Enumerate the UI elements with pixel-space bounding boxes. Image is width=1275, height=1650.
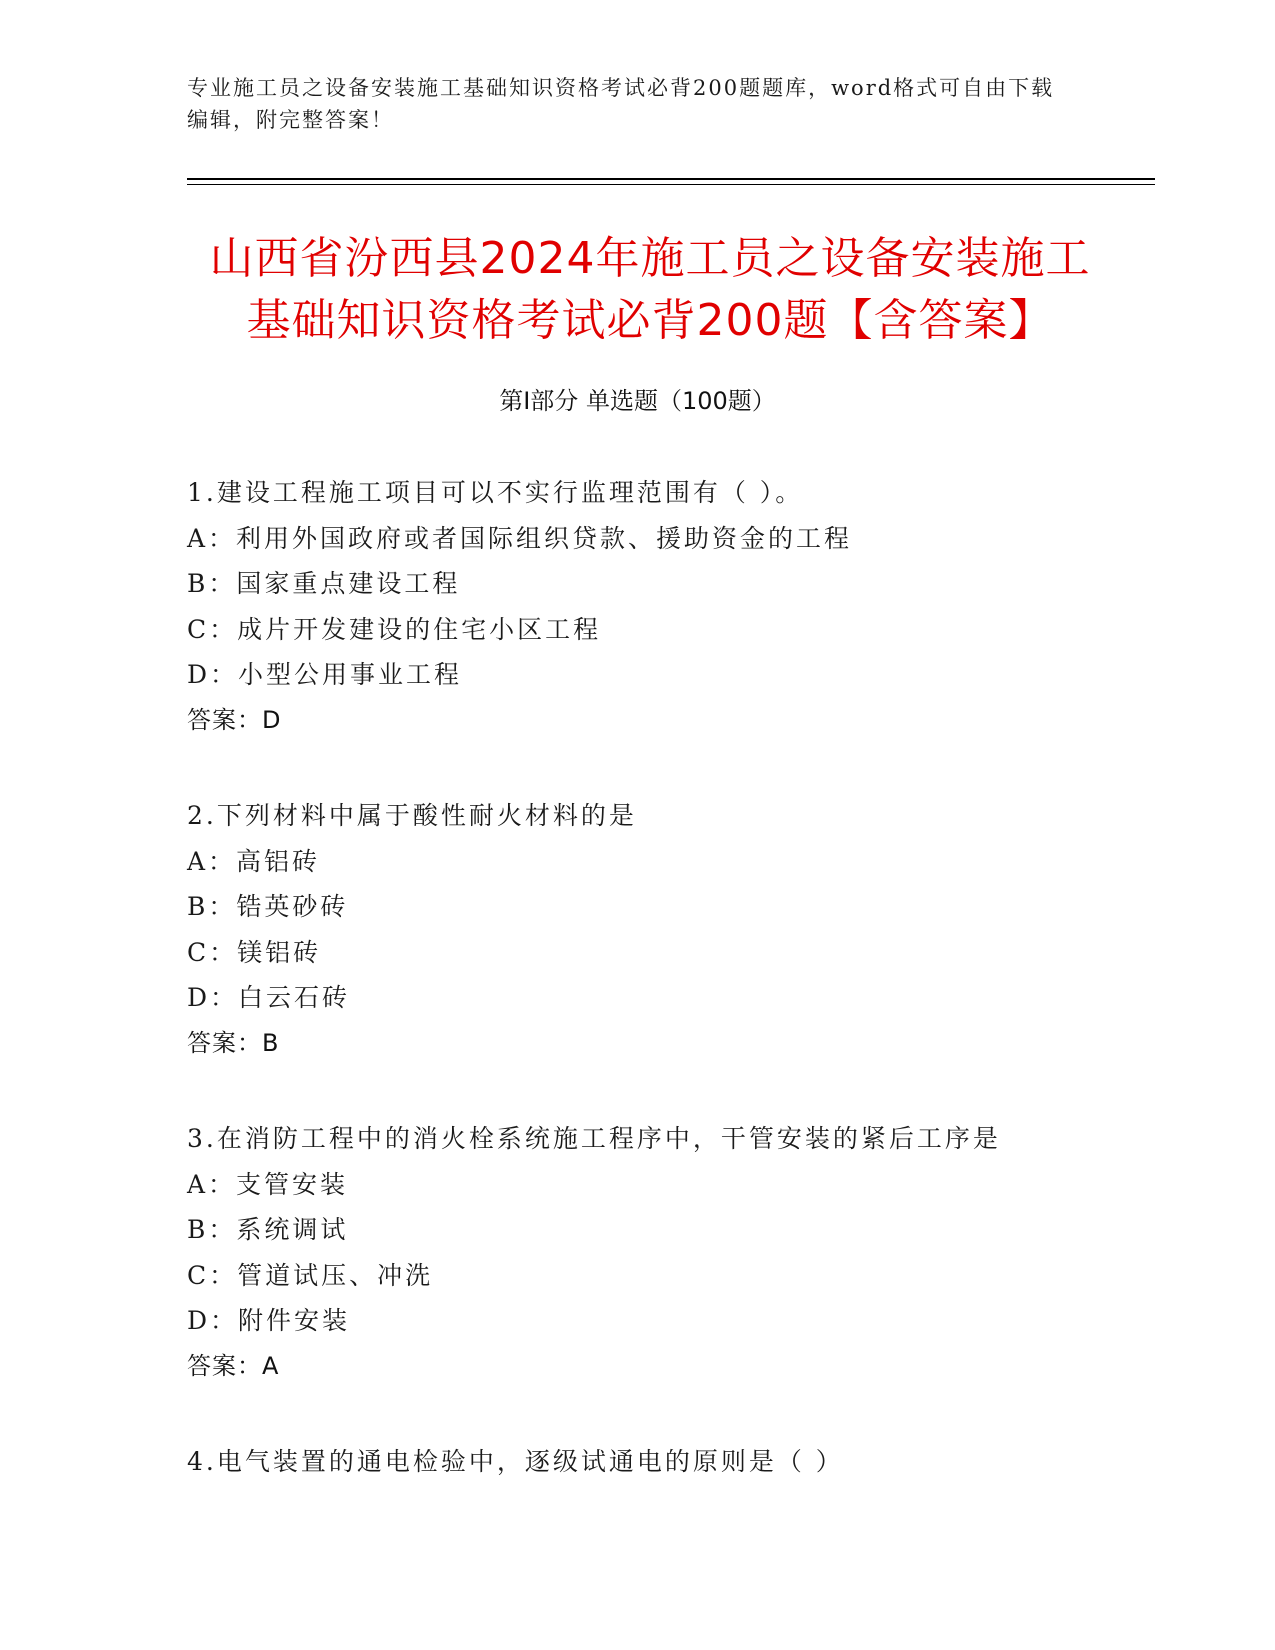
header-rule-thick — [187, 178, 1155, 180]
option-a: A：利用外国政府或者国际组织贷款、援助资金的工程 — [187, 523, 853, 553]
answer-line: 答案：D — [187, 705, 282, 734]
question-stem: 1.建设工程施工项目可以不实行监理范围有（ ）。 — [187, 478, 804, 507]
question-stem: 3.在消防工程中的消火栓系统施工程序中，干管安装的紧后工序是 — [187, 1124, 1001, 1153]
question-4 — [187, 1439, 1087, 1485]
question-stem: 4.电气装置的通电检验中，逐级试通电的原则是（ ） — [187, 1447, 844, 1476]
question-2 — [187, 793, 1087, 1066]
question-3 — [187, 1116, 1087, 1389]
option-c: C：成片开发建设的住宅小区工程 — [187, 614, 602, 644]
title-line-1: 山西省汾西县2024年施工员之设备安装施工 — [209, 233, 1091, 284]
option-a: A：支管安装 — [187, 1169, 349, 1199]
document-title — [160, 228, 1140, 352]
intro-text: 专业施工员之设备安装施工基础知识资格考试必背200题题库，word格式可自由下载编辑，附完整答案！ — [187, 76, 1055, 132]
question-1 — [187, 470, 1087, 743]
option-a: A：高铝砖 — [187, 846, 321, 876]
question-list — [187, 470, 1087, 1535]
option-d: D：白云石砖 — [187, 983, 351, 1012]
answer-line: 答案：B — [187, 1028, 280, 1057]
option-d: D：小型公用事业工程 — [187, 660, 463, 689]
option-b: B：系统调试 — [187, 1215, 349, 1244]
section-heading: 第Ⅰ部分 单选题（100题） — [499, 387, 776, 415]
header-rule-thin — [187, 184, 1155, 185]
option-b: B：国家重点建设工程 — [187, 569, 461, 598]
answer-line: 答案：A — [187, 1351, 280, 1380]
option-c: C：管道试压、冲洗 — [187, 1260, 434, 1290]
option-d: D：附件安装 — [187, 1306, 351, 1335]
option-c: C：镁铝砖 — [187, 937, 322, 967]
option-b: B：锆英砂砖 — [187, 892, 349, 921]
title-line-2: 基础知识资格考试必背200题【含答案】 — [246, 295, 1054, 346]
question-stem: 2.下列材料中属于酸性耐火材料的是 — [187, 801, 637, 830]
